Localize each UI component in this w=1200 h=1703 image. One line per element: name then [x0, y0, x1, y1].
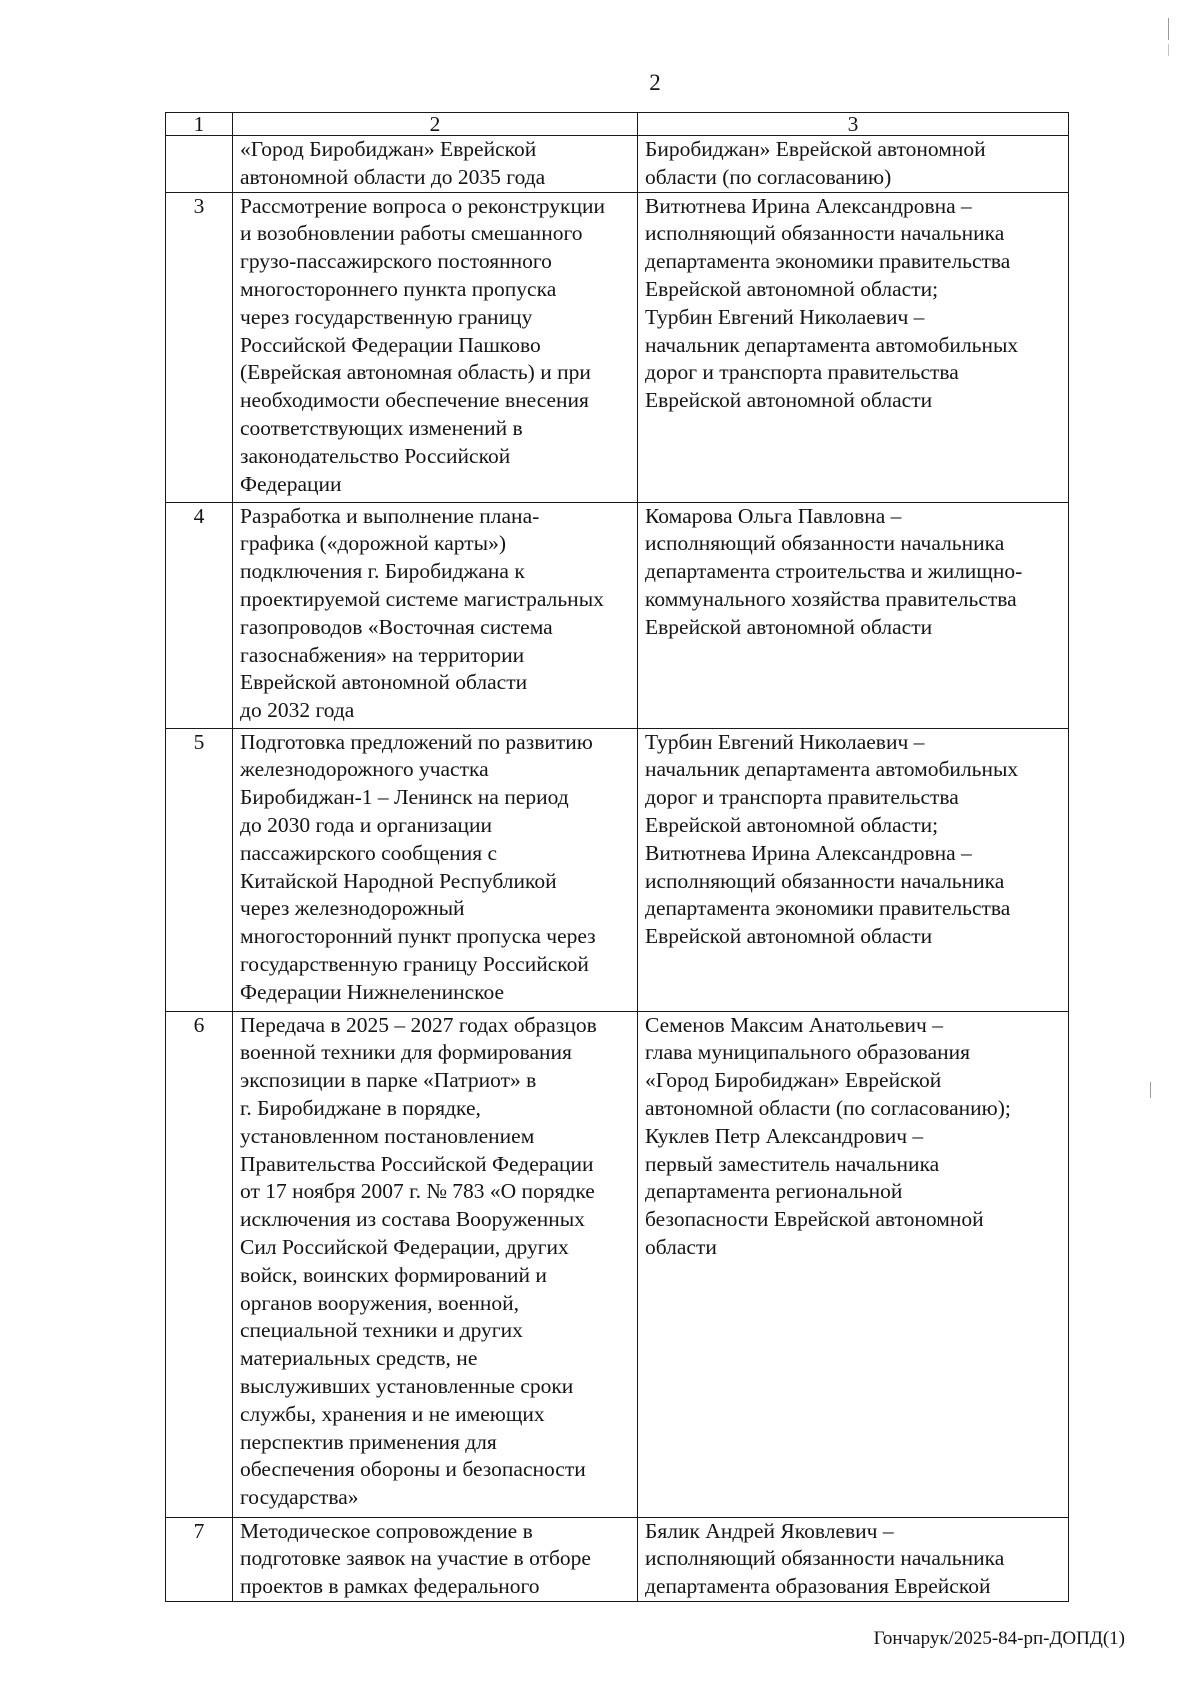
activity-cell [233, 192, 638, 502]
document-reference-code: Гончарук/2025-84-рп-ДОПД(1) [873, 1628, 1125, 1649]
activity-cell [233, 1517, 638, 1601]
responsible-cell [638, 728, 1069, 1011]
responsible-text: Турбин Евгений Николаевич – начальник департамента автомобильных дорог и транспорта правительства Еврейской автономной области; Витютнева Ирина Александровна – исполняющий обязанности начальника департамента экономики правительства Еврейской автономной области [645, 729, 1019, 949]
activity-cell [233, 136, 638, 193]
row-number [166, 136, 233, 193]
activity-text: Разработка и выполнение плана- графика («дорожной карты») подключения г. Биробиджана к проектируемой системе магистральных газопроводов «Восточная система газоснабжения» на территории Еврейской автономной области до 2032 года [240, 503, 604, 723]
table-row [166, 192, 1069, 502]
responsible-cell [638, 502, 1069, 728]
activity-text: Рассмотрение вопроса о реконструкции и возобновлении работы смешанного грузо-пассажирского постоянного многостороннего пункта пропуска через государственную границу Российской Федерации Пашково (Еврейская автономная область) и при необходимости обеспечение внесения соответствующих изменений в законодательство Российской Федерации [240, 193, 605, 496]
header-cell-2: 2 [233, 113, 638, 136]
scan-artifact-mark [1168, 44, 1169, 56]
row-number: 3 [166, 192, 233, 502]
table-row [166, 136, 1069, 193]
table-row [166, 1517, 1069, 1601]
activity-text: Передача в 2025 – 2027 годах образцов военной техники для формирования экспозиции в парке «Патриот» в г. Биробиджане в порядке, установленном постановлением Правительства Российской Федерации от 17 ноября 2007 г. № 783 «О порядке исключения из состава Вооруженных Сил Российской Федерации, других войск, воинских формирований и органов вооружения, военной, специальной техники и других материальных средств, не выслуживших установленные сроки службы, хранения и не имеющих перспектив применения для обеспечения обороны и безопасности государства» [240, 1012, 597, 1510]
row-number: 6 [166, 1011, 233, 1517]
activity-cell [233, 1011, 638, 1517]
header-cell-1: 1 [166, 113, 233, 136]
scan-artifact-mark [1168, 18, 1169, 40]
activity-cell [233, 728, 638, 1011]
document-table-wrapper [165, 112, 1069, 1602]
row-number: 5 [166, 728, 233, 1011]
responsible-text: Комарова Ольга Павловна – исполняющий обязанности начальника департамента строительства и жилищно- коммунального хозяйства правительства Еврейской автономной области [645, 503, 1023, 639]
activity-cell [233, 502, 638, 728]
activity-text: Методическое сопровождение в подготовке заявок на участие в отборе проектов в рамках федерального [240, 1518, 591, 1599]
responsible-text: Бялик Андрей Яковлевич – исполняющий обязанности начальника департамента образования Еврейской [645, 1518, 1005, 1599]
table-row [166, 502, 1069, 728]
table-header-row [166, 113, 1069, 136]
header-cell-3: 3 [638, 113, 1069, 136]
table-row [166, 728, 1069, 1011]
row-number: 4 [166, 502, 233, 728]
responsible-cell [638, 136, 1069, 193]
document-table [165, 112, 1069, 1602]
activity-text: Подготовка предложений по развитию железнодорожного участка Биробиджан-1 – Ленинск на период до 2030 года и организации пассажирского сообщения с Китайской Народной Республикой через железнодорожный многосторонний пункт пропуска через государственную границу Российской Федерации Нижнеленинское [240, 729, 596, 1004]
responsible-cell [638, 1517, 1069, 1601]
scan-artifact-mark [1150, 1082, 1151, 1098]
responsible-text: Биробиджан» Еврейской автономной области (по согласованию) [645, 137, 986, 189]
responsible-cell [638, 1011, 1069, 1517]
row-number: 7 [166, 1517, 233, 1601]
activity-text: «Город Биробиджан» Еврейской автономной области до 2035 года [240, 137, 546, 189]
page-number: 2 [649, 70, 661, 95]
table-row [166, 1011, 1069, 1517]
responsible-text: Витютнева Ирина Александровна – исполняющий обязанности начальника департамента экономики правительства Еврейской автономной области; Турбин Евгений Николаевич – начальник департамента автомобильных дорог и транспорта правительства Еврейской автономной области [645, 193, 1019, 413]
responsible-text: Семенов Максим Анатольевич – глава муниципального образования «Город Биробиджан» Еврейской автономной области (по согласованию); Куклев Петр Александрович – первый заместитель начальника департамента региональной безопасности Еврейской автономной области [645, 1012, 1011, 1259]
responsible-cell [638, 192, 1069, 502]
